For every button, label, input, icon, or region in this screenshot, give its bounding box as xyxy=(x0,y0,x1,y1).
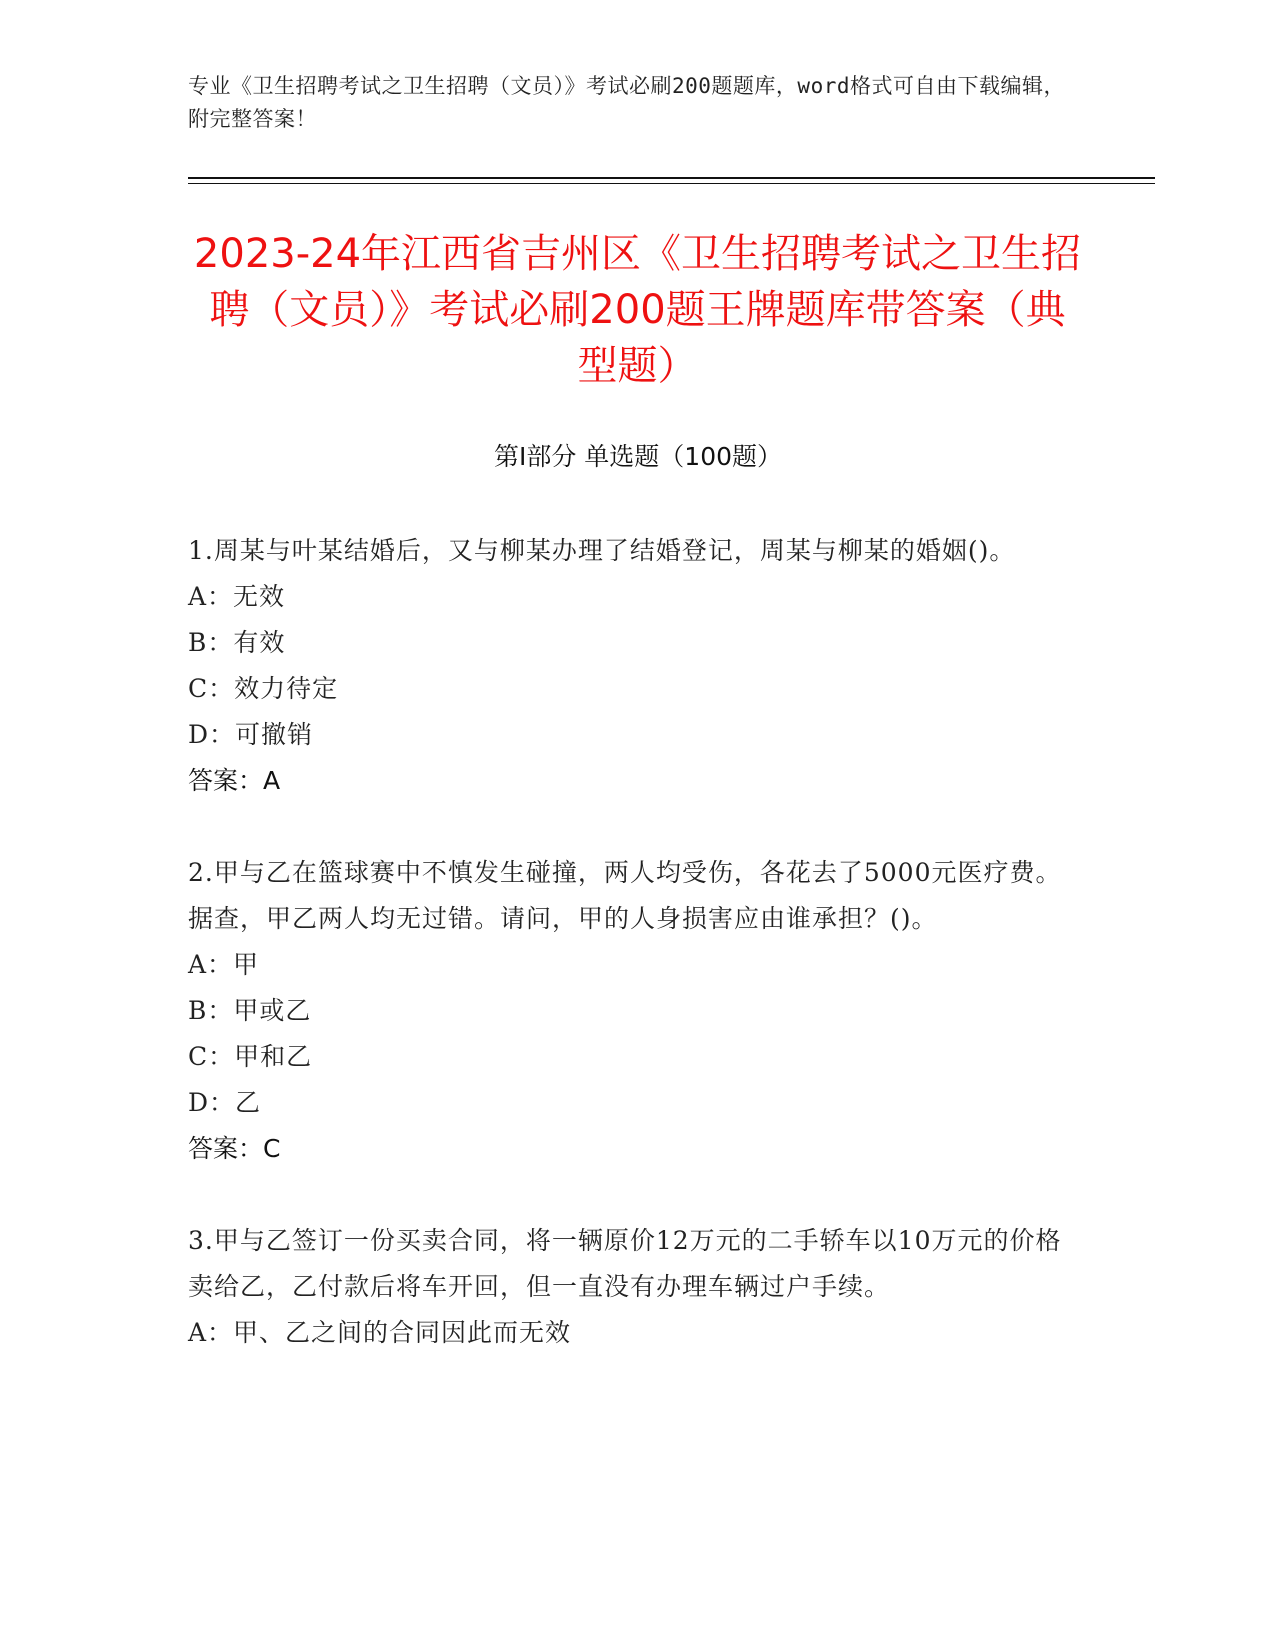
question-3 xyxy=(188,1218,1078,1356)
option-d: D：可撤销 xyxy=(188,720,314,749)
question-stem: 3.甲与乙签订一份买卖合同，将一辆原价12万元的二手轿车以10万元的价格卖给乙，乙付款后将车开回，但一直没有办理车辆过户手续。 xyxy=(188,1226,1062,1301)
section-title: 第Ⅰ部分 单选题（100题） xyxy=(493,442,783,471)
question-stem: 1.周某与叶某结婚后，又与柳某办理了结婚登记，周某与柳某的婚姻()。 xyxy=(188,536,1016,565)
answer: 答案：A xyxy=(188,766,281,795)
header-note: 专业《卫生招聘考试之卫生招聘（文员）》考试必刷200题题库，word格式可自由下载编辑，附完整答案！ xyxy=(188,74,1065,131)
option-c: C：甲和乙 xyxy=(188,1042,313,1071)
option-b: B：有效 xyxy=(188,628,286,657)
question-2 xyxy=(188,850,1078,1172)
question-list xyxy=(188,528,1078,1402)
answer: 答案：C xyxy=(188,1134,281,1163)
header-divider-thin xyxy=(188,183,1155,184)
option-a: A：甲、乙之间的合同因此而无效 xyxy=(188,1318,572,1347)
option-a: A：无效 xyxy=(188,582,286,611)
option-c: C：效力待定 xyxy=(188,674,339,703)
question-stem: 2.甲与乙在篮球赛中不慎发生碰撞，两人均受伤，各花去了5000元医疗费。据查，甲乙两人均无过错。请问，甲的人身损害应由谁承担？()。 xyxy=(188,858,1062,933)
option-d: D：乙 xyxy=(188,1088,262,1117)
header-divider-thick xyxy=(188,177,1155,179)
option-a: A：甲 xyxy=(188,950,260,979)
question-1 xyxy=(188,528,1078,804)
document-title: 2023-24年江西省吉州区《卫生招聘考试之卫生招聘（文员）》考试必刷200题王牌题库带答案（典型题） xyxy=(193,231,1082,389)
option-b: B：甲或乙 xyxy=(188,996,312,1025)
